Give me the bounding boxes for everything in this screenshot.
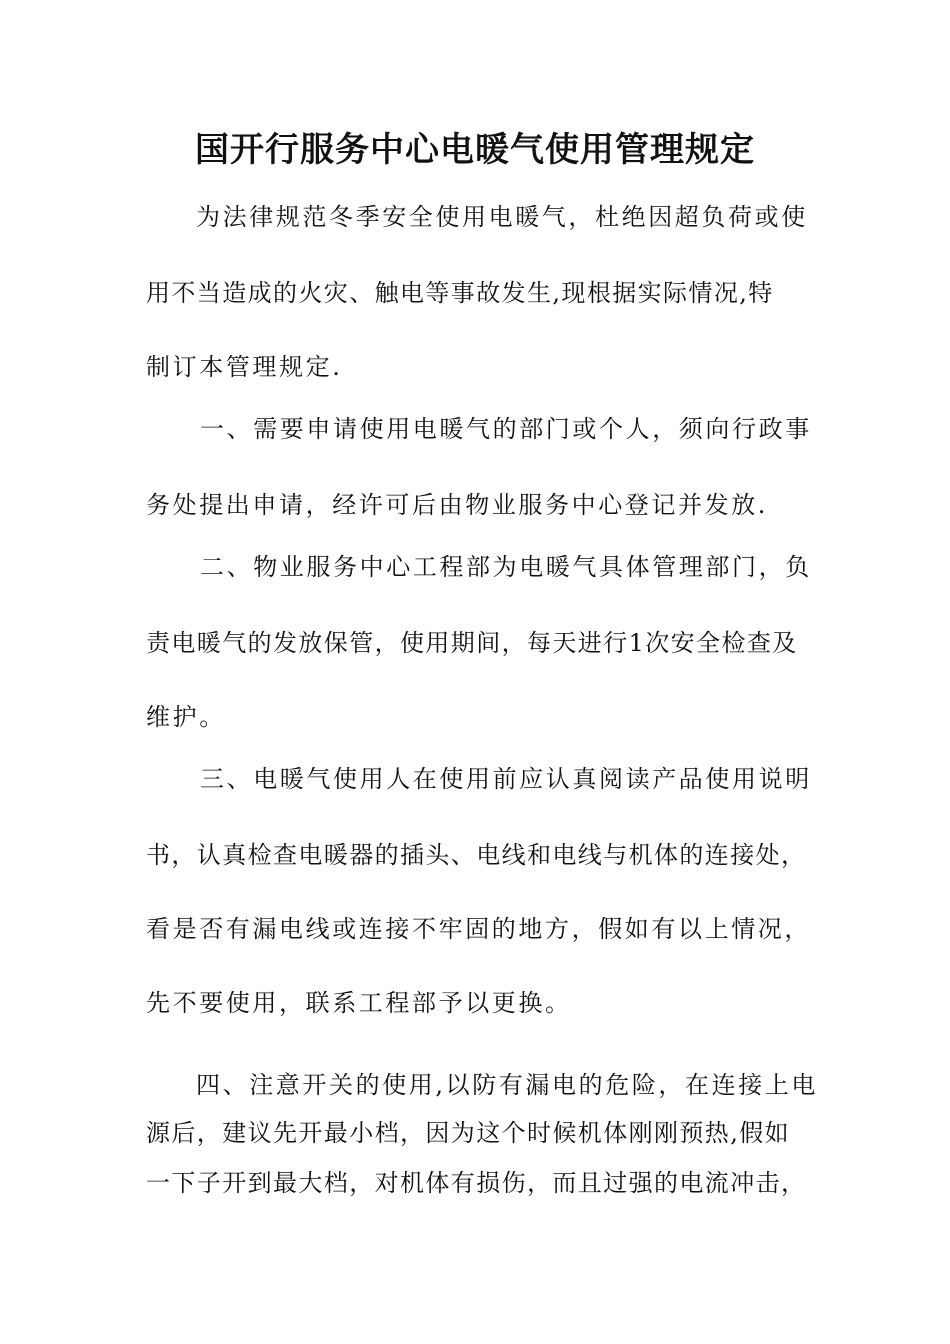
paragraph-line: 制订本管理规定. [146,353,343,381]
paragraph-line: 一、需要申请使用电暖气的部门或个人，须向行政事 [200,415,812,443]
paragraph-line: 维护。 [146,703,226,731]
paragraph-line: 源后，建议先开最小档，因为这个时候机体刚刚预热,假如 [146,1119,791,1147]
paragraph-line: 用不当造成的火灾、触电等事故发生,现根据实际情况,特 [146,279,774,307]
paragraph-line: 看是否有漏电线或连接不牢固的地方，假如有以上情况， [146,915,811,943]
paragraph-line: 责电暖气的发放保管，使用期间，每天进行1次安全检查及 [146,629,798,657]
paragraph-line: 二、物业服务中心工程部为电暖气具体管理部门，负 [200,553,812,581]
paragraph-line: 四、注意开关的使用,以防有漏电的危险，在连接上电 [196,1071,819,1099]
paragraph-line: 一下子开到最大档，对机体有损伤，而且过强的电流冲击， [146,1169,807,1197]
paragraph-line: 为法律规范冬季安全使用电暖气，杜绝因超负荷或使 [196,203,808,231]
paragraph-line: 先不要使用，联系工程部予以更换。 [146,989,572,1017]
paragraph-line: 三、电暖气使用人在使用前应认真阅读产品使用说明 [200,765,812,793]
document-title: 国开行服务中心电暖气使用管理规定 [195,130,755,170]
paragraph-line: 书，认真检查电暖器的插头、电线和电线与机体的连接处， [146,841,807,869]
paragraph-line: 务处提出申请，经许可后由物业服务中心登记并发放. [146,491,769,519]
